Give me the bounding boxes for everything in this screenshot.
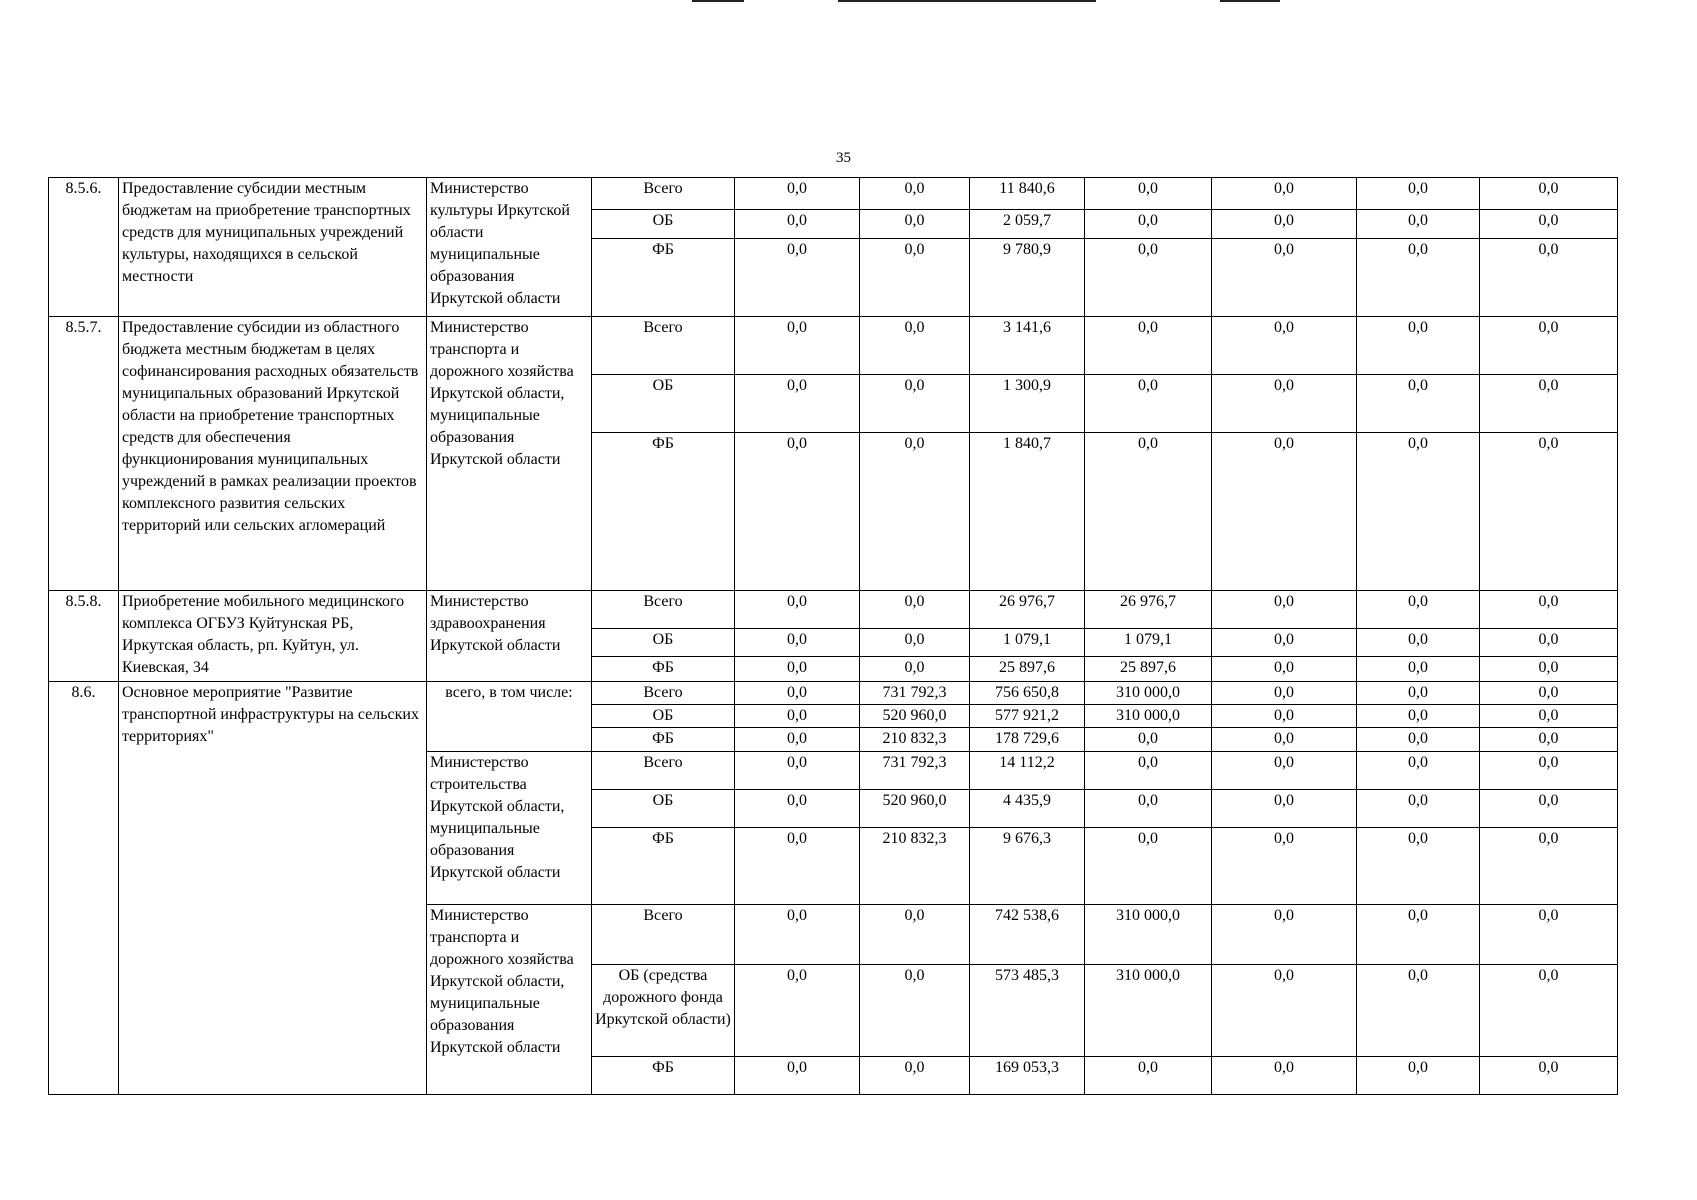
amount-cell: 742 538,6	[970, 905, 1085, 965]
amount-cell: 0,0	[1480, 752, 1618, 790]
table-row	[49, 591, 1618, 629]
item-code: 8.5.6.	[49, 178, 119, 317]
funding-source: ОБ	[592, 375, 735, 433]
amount-cell: 0,0	[860, 657, 970, 682]
amount-cell: 14 112,2	[970, 752, 1085, 790]
responsible-executor: Министерство транспорта и дорожного хозяйства Иркутской области, муниципальные образования Иркутской области	[427, 317, 592, 591]
amount-cell: 0,0	[1357, 965, 1480, 1057]
amount-cell: 0,0	[1085, 317, 1212, 375]
amount-cell: 0,0	[1085, 828, 1212, 905]
amount-cell: 0,0	[860, 965, 970, 1057]
amount-cell: 0,0	[1357, 728, 1480, 752]
amount-cell: 310 000,0	[1085, 682, 1212, 705]
amount-cell: 11 840,6	[970, 178, 1085, 210]
responsible-executor: всего, в том числе:	[427, 682, 592, 752]
funding-source: ФБ	[592, 828, 735, 905]
funding-source: Всего	[592, 905, 735, 965]
amount-cell: 169 053,3	[970, 1057, 1085, 1095]
amount-cell: 0,0	[735, 317, 860, 375]
amount-cell: 731 792,3	[860, 752, 970, 790]
item-name: Приобретение мобильного медицинского комплекса ОГБУЗ Куйтунская РБ, Иркутская область, рп. Куйтун, ул. Киевская, 34	[119, 591, 427, 682]
amount-cell: 0,0	[860, 210, 970, 239]
amount-cell: 0,0	[1357, 790, 1480, 828]
amount-cell: 0,0	[735, 705, 860, 728]
amount-cell: 0,0	[735, 828, 860, 905]
amount-cell: 0,0	[1480, 657, 1618, 682]
amount-cell: 0,0	[1357, 375, 1480, 433]
amount-cell: 0,0	[1085, 375, 1212, 433]
item-name: Предоставление субсидии из областного бюджета местным бюджетам в целях софинансирования расходных обязательств муниципальных образований Иркутской области на приобретение транспортных средств для обеспечения функционирования муниципальных учреждений в рамках реализации проектов комплексного развития сельских территорий или сельских агломераций	[119, 317, 427, 591]
amount-cell: 0,0	[1357, 752, 1480, 790]
amount-cell: 0,0	[1480, 728, 1618, 752]
amount-cell: 26 976,7	[1085, 591, 1212, 629]
amount-cell: 0,0	[735, 591, 860, 629]
funding-source: ОБ (средства дорожного фонда Иркутской области)	[592, 965, 735, 1057]
amount-cell: 0,0	[1212, 239, 1357, 317]
amount-cell: 0,0	[1357, 210, 1480, 239]
scan-artifact	[692, 0, 744, 2]
amount-cell: 0,0	[1212, 682, 1357, 705]
funding-source: ОБ	[592, 210, 735, 239]
amount-cell: 0,0	[1212, 828, 1357, 905]
amount-cell: 0,0	[1212, 178, 1357, 210]
amount-cell: 0,0	[1085, 239, 1212, 317]
funding-source: ФБ	[592, 433, 735, 591]
amount-cell: 0,0	[1212, 657, 1357, 682]
amount-cell: 731 792,3	[860, 682, 970, 705]
amount-cell: 0,0	[735, 239, 860, 317]
amount-cell: 0,0	[1480, 375, 1618, 433]
amount-cell: 310 000,0	[1085, 705, 1212, 728]
amount-cell: 0,0	[860, 591, 970, 629]
amount-cell: 310 000,0	[1085, 905, 1212, 965]
amount-cell: 0,0	[1480, 210, 1618, 239]
responsible-executor: Министерство транспорта и дорожного хозяйства Иркутской области, муниципальные образования Иркутской области	[427, 905, 592, 1095]
amount-cell: 0,0	[1480, 433, 1618, 591]
scan-artifact	[1220, 0, 1280, 2]
funding-source: Всего	[592, 682, 735, 705]
amount-cell: 0,0	[1357, 657, 1480, 682]
amount-cell: 0,0	[735, 728, 860, 752]
amount-cell: 0,0	[1085, 790, 1212, 828]
amount-cell: 0,0	[1085, 1057, 1212, 1095]
amount-cell: 0,0	[1480, 178, 1618, 210]
funding-source: ФБ	[592, 1057, 735, 1095]
amount-cell: 9 780,9	[970, 239, 1085, 317]
amount-cell: 0,0	[735, 178, 860, 210]
funding-source: Всего	[592, 178, 735, 210]
amount-cell: 0,0	[860, 375, 970, 433]
amount-cell: 0,0	[1085, 728, 1212, 752]
amount-cell: 756 650,8	[970, 682, 1085, 705]
item-name: Предоставление субсидии местным бюджетам на приобретение транспортных средств для муниципальных учреждений культуры, находящихся в сельской местности	[119, 178, 427, 317]
table-row	[49, 178, 1618, 210]
amount-cell: 0,0	[1357, 178, 1480, 210]
funding-source: ФБ	[592, 728, 735, 752]
funding-source: Всего	[592, 591, 735, 629]
amount-cell: 1 079,1	[1085, 629, 1212, 657]
amount-cell: 210 832,3	[860, 728, 970, 752]
amount-cell: 0,0	[1085, 433, 1212, 591]
item-name: Основное мероприятие "Развитие транспортной инфраструктуры на сельских территориях"	[119, 682, 427, 1095]
amount-cell: 0,0	[735, 210, 860, 239]
amount-cell: 210 832,3	[860, 828, 970, 905]
amount-cell: 1 840,7	[970, 433, 1085, 591]
amount-cell: 0,0	[1212, 905, 1357, 965]
amount-cell: 0,0	[860, 433, 970, 591]
amount-cell: 3 141,6	[970, 317, 1085, 375]
amount-cell: 25 897,6	[1085, 657, 1212, 682]
amount-cell: 0,0	[1357, 905, 1480, 965]
budget-table	[48, 177, 1618, 1095]
amount-cell: 0,0	[860, 178, 970, 210]
item-code: 8.6.	[49, 682, 119, 1095]
funding-source: ОБ	[592, 790, 735, 828]
amount-cell: 0,0	[735, 752, 860, 790]
amount-cell: 0,0	[735, 433, 860, 591]
amount-cell: 9 676,3	[970, 828, 1085, 905]
amount-cell: 0,0	[1480, 591, 1618, 629]
amount-cell: 0,0	[1480, 682, 1618, 705]
amount-cell: 0,0	[1480, 629, 1618, 657]
amount-cell: 0,0	[860, 905, 970, 965]
amount-cell: 0,0	[1212, 790, 1357, 828]
amount-cell: 178 729,6	[970, 728, 1085, 752]
funding-source: ОБ	[592, 629, 735, 657]
amount-cell: 2 059,7	[970, 210, 1085, 239]
amount-cell: 0,0	[735, 682, 860, 705]
scan-artifact	[838, 0, 1096, 2]
responsible-executor: Министерство строительства Иркутской области, муниципальные образования Иркутской области	[427, 752, 592, 905]
amount-cell: 0,0	[1212, 210, 1357, 239]
amount-cell: 0,0	[1357, 433, 1480, 591]
item-code: 8.5.8.	[49, 591, 119, 682]
amount-cell: 0,0	[1357, 239, 1480, 317]
amount-cell: 0,0	[1212, 317, 1357, 375]
amount-cell: 0,0	[1212, 1057, 1357, 1095]
amount-cell: 26 976,7	[970, 591, 1085, 629]
amount-cell: 0,0	[1212, 728, 1357, 752]
responsible-executor: Министерство здравоохранения Иркутской области	[427, 591, 592, 682]
amount-cell: 573 485,3	[970, 965, 1085, 1057]
amount-cell: 0,0	[735, 629, 860, 657]
amount-cell: 0,0	[735, 965, 860, 1057]
amount-cell: 0,0	[1357, 629, 1480, 657]
amount-cell: 0,0	[860, 317, 970, 375]
amount-cell: 0,0	[1085, 210, 1212, 239]
amount-cell: 0,0	[1480, 1057, 1618, 1095]
amount-cell: 0,0	[1212, 433, 1357, 591]
table-row	[49, 317, 1618, 375]
amount-cell: 0,0	[735, 375, 860, 433]
amount-cell: 0,0	[1357, 591, 1480, 629]
amount-cell: 310 000,0	[1085, 965, 1212, 1057]
amount-cell: 0,0	[1212, 629, 1357, 657]
amount-cell: 0,0	[735, 790, 860, 828]
amount-cell: 0,0	[1212, 752, 1357, 790]
amount-cell: 0,0	[1480, 705, 1618, 728]
funding-source: ФБ	[592, 657, 735, 682]
page-number: 35	[836, 150, 851, 166]
amount-cell: 0,0	[735, 905, 860, 965]
amount-cell: 0,0	[1212, 375, 1357, 433]
amount-cell: 0,0	[1357, 828, 1480, 905]
amount-cell: 0,0	[1212, 965, 1357, 1057]
amount-cell: 0,0	[735, 1057, 860, 1095]
amount-cell: 0,0	[1480, 790, 1618, 828]
amount-cell: 1 300,9	[970, 375, 1085, 433]
amount-cell: 0,0	[735, 657, 860, 682]
amount-cell: 0,0	[860, 239, 970, 317]
amount-cell: 1 079,1	[970, 629, 1085, 657]
amount-cell: 520 960,0	[860, 705, 970, 728]
amount-cell: 0,0	[1357, 1057, 1480, 1095]
responsible-executor: Министерство культуры Иркутской области муниципальные образования Иркутской области	[427, 178, 592, 317]
amount-cell: 0,0	[1480, 239, 1618, 317]
amount-cell: 0,0	[1357, 317, 1480, 375]
amount-cell: 0,0	[1357, 705, 1480, 728]
amount-cell: 520 960,0	[860, 790, 970, 828]
amount-cell: 0,0	[1480, 965, 1618, 1057]
amount-cell: 0,0	[860, 1057, 970, 1095]
item-code: 8.5.7.	[49, 317, 119, 591]
table-row	[49, 682, 1618, 705]
amount-cell: 0,0	[1212, 591, 1357, 629]
amount-cell: 0,0	[1212, 705, 1357, 728]
amount-cell: 25 897,6	[970, 657, 1085, 682]
funding-source: Всего	[592, 317, 735, 375]
funding-source: ФБ	[592, 239, 735, 317]
amount-cell: 0,0	[1480, 905, 1618, 965]
funding-source: Всего	[592, 752, 735, 790]
amount-cell: 0,0	[1357, 682, 1480, 705]
amount-cell: 0,0	[1085, 752, 1212, 790]
amount-cell: 577 921,2	[970, 705, 1085, 728]
amount-cell: 0,0	[860, 629, 970, 657]
amount-cell: 0,0	[1480, 317, 1618, 375]
amount-cell: 4 435,9	[970, 790, 1085, 828]
amount-cell: 0,0	[1480, 828, 1618, 905]
amount-cell: 0,0	[1085, 178, 1212, 210]
funding-source: ОБ	[592, 705, 735, 728]
